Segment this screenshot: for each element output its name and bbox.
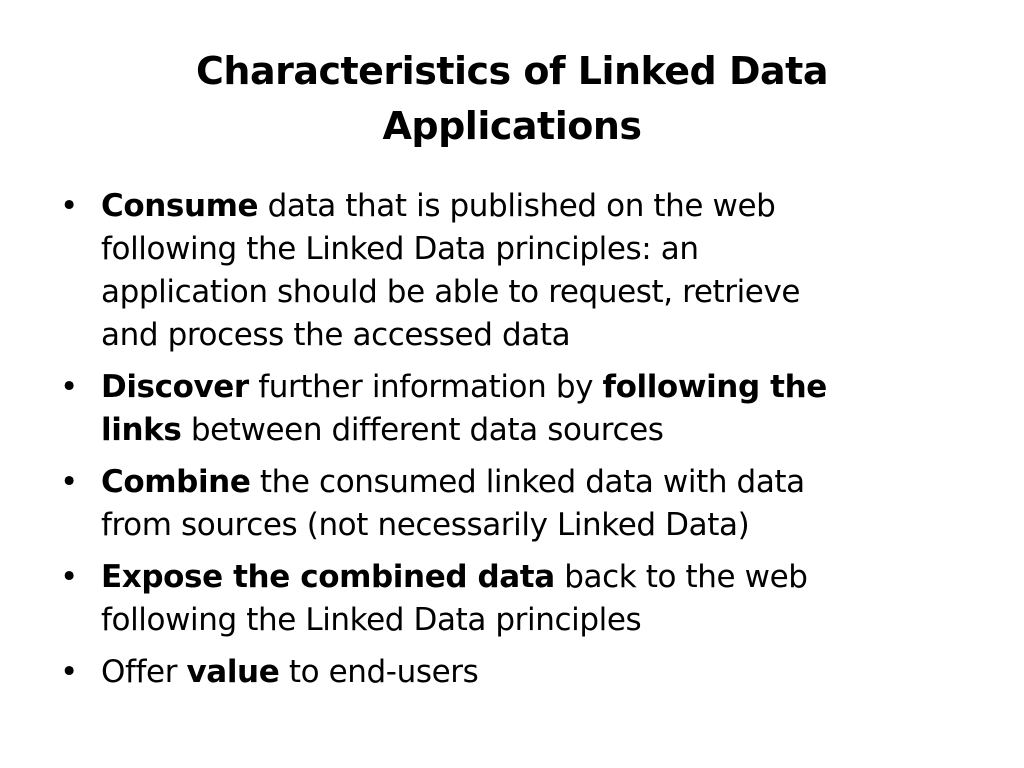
- bullet-item-combine: [60, 461, 960, 547]
- bullet-line: [101, 314, 960, 357]
- bullet-keyword: Combine: [101, 464, 251, 500]
- title-line-1: Characteristics of Linked Data: [196, 49, 828, 93]
- bullet-text: following the Linked Data principles: an: [101, 231, 699, 267]
- bullet-text: further information by: [248, 369, 603, 405]
- bullet-keyword: value: [186, 654, 280, 690]
- bullet-text: and process the accessed data: [101, 317, 571, 353]
- bullet-line: [101, 599, 960, 642]
- slide-title: [60, 44, 964, 154]
- bullet-line: [101, 271, 960, 314]
- bullet-line: [101, 461, 960, 504]
- bullet-line: [101, 504, 960, 547]
- bullet-keyword: Discover: [101, 369, 249, 405]
- bullet-text: data that is published on the web: [258, 188, 776, 224]
- bullet-marker: •: [60, 188, 78, 224]
- bullet-marker: •: [60, 464, 78, 500]
- bullet-item-discover: [60, 366, 960, 452]
- bullet-keyword: links: [101, 412, 182, 448]
- bullet-line: [101, 228, 960, 271]
- bullet-marker: •: [60, 369, 78, 405]
- bullet-text: following the Linked Data principles: [101, 602, 642, 638]
- bullet-item-consume: [60, 185, 960, 357]
- bullet-text: to end-users: [279, 654, 479, 690]
- bullet-text: back to the web: [554, 559, 808, 595]
- bullet-keyword: Expose the combined data: [101, 559, 555, 595]
- bullet-line: [101, 651, 960, 694]
- bullet-line: [101, 185, 960, 228]
- bullet-text: between different data sources: [181, 412, 664, 448]
- bullet-keyword: following the: [602, 369, 827, 405]
- bullet-list: [60, 185, 960, 703]
- bullet-text: Offer: [101, 654, 187, 690]
- bullet-item-expose: [60, 556, 960, 642]
- bullet-text: application should be able to request, retrieve: [101, 274, 801, 310]
- bullet-keyword: Consume: [101, 188, 259, 224]
- bullet-text: from sources (not necessarily Linked Data): [101, 507, 750, 543]
- bullet-item-offer-value: [60, 651, 960, 694]
- bullet-line: [101, 556, 960, 599]
- bullet-text: the consumed linked data with data: [250, 464, 805, 500]
- bullet-line: [101, 366, 960, 409]
- title-line-2: Applications: [382, 104, 642, 148]
- bullet-marker: •: [60, 559, 78, 595]
- bullet-line: [101, 409, 960, 452]
- bullet-marker: •: [60, 654, 78, 690]
